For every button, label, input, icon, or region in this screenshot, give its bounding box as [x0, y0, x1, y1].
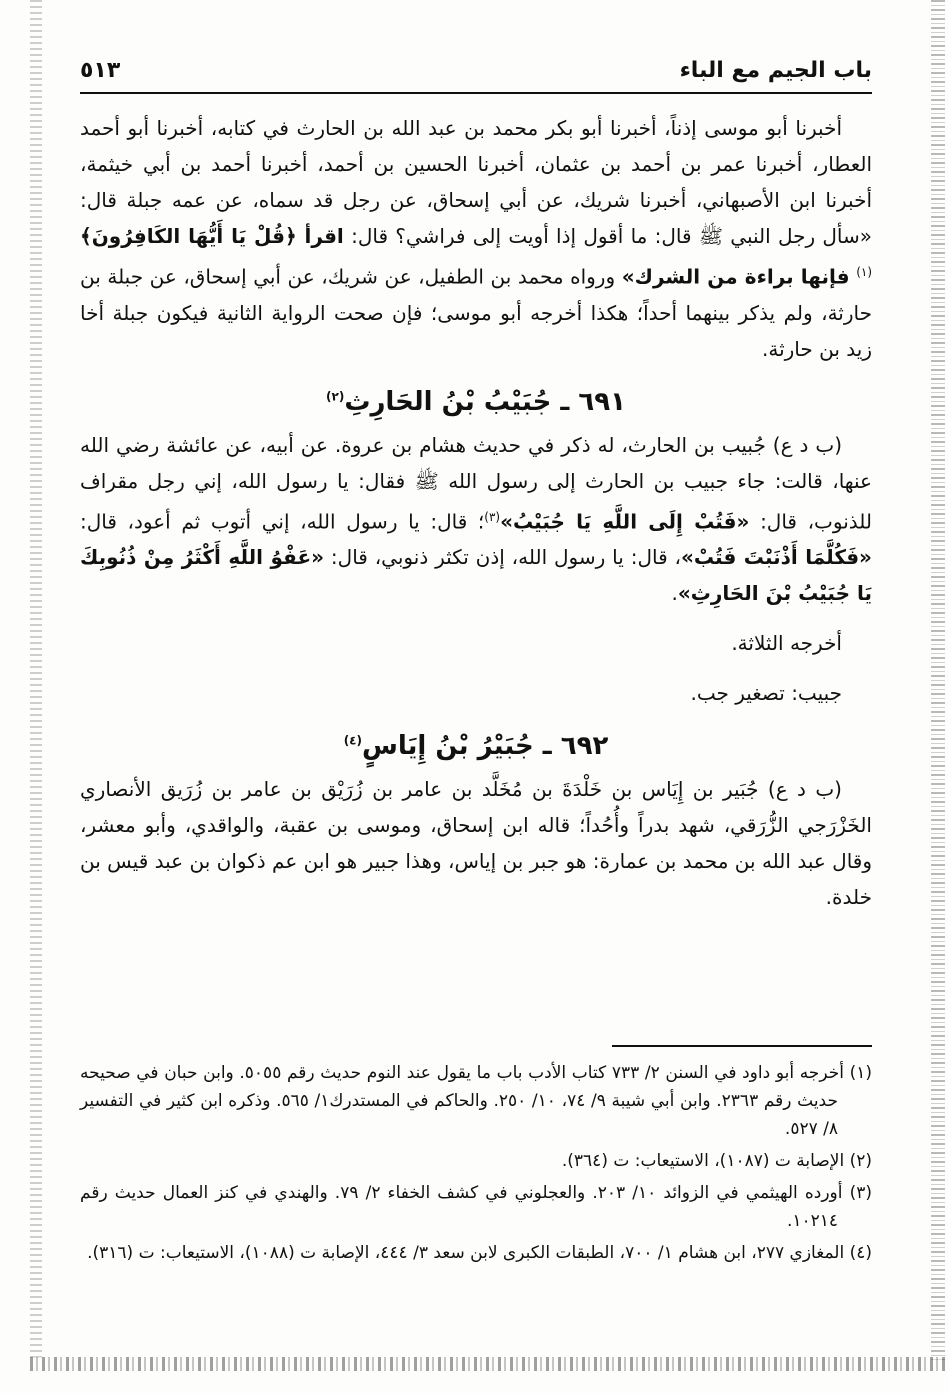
footnote-ref-3: (٣)	[484, 509, 501, 524]
entry-691-title	[80, 387, 872, 417]
entry-691-source: أخرجه الثلاثة.	[731, 631, 842, 656]
footnote-ref-2: (٢)	[326, 389, 345, 403]
hadith-quote-a: «فَتُبْ إِلَى اللَّهِ يَا جُبَيْبُ»	[500, 509, 750, 534]
entry-691-note: جبيب: تصغير جب.	[690, 681, 842, 706]
hadith-quote-b: «فَكُلَّمَا أَذْنَبْتَ فَتُبْ»	[680, 545, 872, 570]
intro-paragraph	[80, 110, 872, 367]
footnote-4: (٤) المغازي ٢٧٧، ابن هشام ١/ ٧٠٠، الطبقات الكبرى لابن سعد ٣/ ٤٤٤، الإصابة ت (١٠٨٨)، الاستيعاب: ت (٣١٦).	[87, 1243, 872, 1263]
entry-692-paragraph: (ب د ع) جُبَير بن إِيَاس بن خَلْدَةَ بن مُخَلَّد بن عامر بن زُرَيْق بن عامر بن زُرَيق الأنصاري الخَزْرَجي الزُّرَقي، شهد بدراً وأُحُداً؛ قاله ابن إسحاق، وموسى بن عقبة، والواقدي، وأبو معشر، وقال عبد الله بن محمد بن عمارة: هو جبر بن إياس، وهذا جبير هو ابن عم ذكوان بن عبد قيس بن خلدة.	[80, 777, 872, 910]
quote-shirk: فإنها براءة من الشرك»	[621, 264, 850, 289]
entry-691-paragraph	[80, 427, 872, 612]
entry-691-text-b: ؛ قال: يا رسول الله، إني أتوب ثم أعود، قال:	[80, 509, 485, 534]
footnote-ref-1: (١)	[856, 265, 873, 279]
spacer	[80, 661, 872, 675]
entry-691-text-d: .	[671, 581, 678, 606]
spacer	[80, 611, 872, 625]
decorative-border-bottom	[30, 1357, 945, 1371]
footnote-3: (٣) أورده الهيثمي في الزوائد ١٠/ ٢٠٣. والعجلوني في كشف الخفاء ٢/ ٧٩. والهندي في كنز العمال حديث رقم ١٠٢١٤.	[80, 1183, 873, 1231]
entry-691-text-c: ، قال: يا رسول الله، إذن تكثر ذنوبي، قال:	[330, 545, 681, 570]
footnote-1: (١) أخرجه أبو داود في السنن ٢/ ٧٣٣ كتاب الأدب باب ما يقول عند النوم حديث رقم ٥٠٥٥. وابن حبان في صحيحه حديث رقم ٢٣٦٣. وابن أبي شيبة ٩/ ٧٤، ١٠/ ٢٥٠. والحاكم في المستدرك١/ ٥٦٥. وذكره ابن كثير في التفسير ٨/ ٥٢٧.	[80, 1063, 872, 1139]
chapter-title: باب الجيم مع الباء	[679, 58, 872, 83]
footnote-separator	[612, 1045, 872, 1047]
main-text	[80, 110, 872, 915]
page-number: ٥١٣	[80, 58, 121, 83]
entry-691-heading: ٦٩١ ـ جُبَيْبُ بْنُ الحَارِثِ	[344, 386, 626, 417]
entry-692-title	[80, 731, 872, 761]
intro-text: أخبرنا أبو موسى إذناً، أخبرنا أبو بكر محمد بن عبد الله بن الحارث في كتابه، أخبرنا أبو أحمد العطار، أخبرنا عمر بن أحمد بن عثمان، أخبرنا الحسين بن أحمد، أخبرنا أحمد بن أبي خيثمة، أخبرنا ابن الأصبهاني، أخبرنا شريك، عن أبي إسحاق، عن رجل قد سماه، عن عمه جبلة قال: «سأل رجل النبي ﷺ قال: ما أقول إذا أويت إلى فراشي؟ قال:	[80, 116, 873, 248]
entry-692-heading: ٦٩٢ ـ جُبَيْرُ بْنُ إِيَاسٍ	[361, 731, 609, 762]
quote-quran: اقرأ ﴿قُلْ يَا أَيُّهَا الكَافِرُونَ﴾	[80, 224, 344, 248]
decorative-border-left	[30, 0, 42, 1360]
intro-text-end: ورواه محمد بن الطفيل، عن شريك، عن أبي إسحاق، عن جبلة بن حارثة، ولم يذكر بينهما أحداً؛ هكذا أخرجه أبو موسى؛ فإن صحت الرواية الثانية فيكون جبلة أخا زيد بن حارثة.	[80, 264, 872, 361]
decorative-border-right	[931, 0, 945, 1360]
page-header	[80, 56, 872, 94]
hadith-quote-c: «عَفْوُ اللَّهِ أَكْثَرُ مِنْ ذُنُوبِكَ يَا جُبَيْبُ بْنَ الحَارِثِ»	[80, 545, 872, 606]
entry-691-text-a: (ب د ع) جُبيب بن الحارث، له ذكر في حديث هشام بن عروة. عن أبيه، عن عائشة رضي الله عنها، قالت: جاء جبيب بن الحارث إلى رسول الله ﷺ فقال: يا رسول الله، إني رجل مقراف للذنوب، قال:	[80, 432, 872, 534]
footnote-2: (٢) الإصابة ت (١٠٨٧)، الاستيعاب: ت (٣٦٤).	[561, 1151, 872, 1171]
footnotes	[80, 1045, 872, 1271]
footnote-ref-4: (٤)	[343, 733, 362, 748]
